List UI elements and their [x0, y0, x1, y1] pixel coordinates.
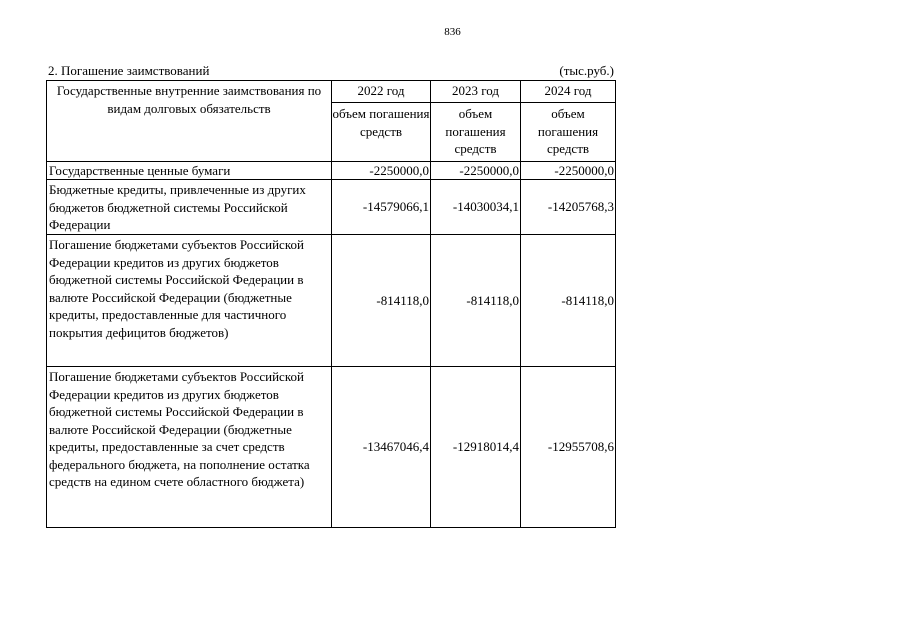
value-cell: -814118,0 — [431, 235, 521, 367]
value-cell: -814118,0 — [521, 235, 616, 367]
debt-repayment-table — [46, 80, 616, 528]
table-row — [47, 180, 616, 235]
row-name-cell: Погашение бюджетами субъектов Российской Федерации кредитов из других бюджетов бюджетной системы Российской Федерации в валюте Российской Федерации (бюджетные кредиты, предоставленные для частичного покрытия дефицитов бюджетов) — [47, 235, 332, 367]
value-cell: -14579066,1 — [332, 180, 431, 235]
header-cell-name: Государственные внутренние заимствования по видам долговых обязательств — [47, 81, 332, 162]
row-name-cell: Государственные ценные бумаги — [47, 162, 332, 180]
subheader-cell: объем погашения средств — [521, 103, 616, 162]
row-name-cell: Погашение бюджетами субъектов Российской Федерации кредитов из других бюджетов бюджетной системы Российской Федерации в валюте Российской Федерации (бюджетные кредиты, предоставленные за счет средств федерального бюджета, на пополнение остатка средств на едином счете областного бюджета) — [47, 367, 332, 528]
value-cell: -14030034,1 — [431, 180, 521, 235]
value-cell: -12955708,6 — [521, 367, 616, 528]
page-number: 836 — [444, 26, 461, 38]
section-heading — [47, 63, 614, 79]
section-title: 2. Погашение заимствований — [48, 63, 210, 78]
row-name-cell: Бюджетные кредиты, привлеченные из других бюджетов бюджетной системы Российской Федерации — [47, 180, 332, 235]
unit-label: (тыс.руб.) — [559, 63, 614, 78]
subheader-cell: объем погашения средств — [431, 103, 521, 162]
table-row — [47, 367, 616, 528]
header-cell-year: 2022 год — [332, 81, 431, 103]
header-cell-year: 2023 год — [431, 81, 521, 103]
value-cell: -13467046,4 — [332, 367, 431, 528]
value-cell: -814118,0 — [332, 235, 431, 367]
value-cell: -2250000,0 — [521, 162, 616, 180]
table-row — [47, 162, 616, 180]
subheader-cell: объем погашения средств — [332, 103, 431, 162]
value-cell: -2250000,0 — [431, 162, 521, 180]
value-cell: -14205768,3 — [521, 180, 616, 235]
table-header-row — [47, 81, 616, 103]
value-cell: -12918014,4 — [431, 367, 521, 528]
table-row — [47, 235, 616, 367]
value-cell: -2250000,0 — [332, 162, 431, 180]
header-cell-year: 2024 год — [521, 81, 616, 103]
